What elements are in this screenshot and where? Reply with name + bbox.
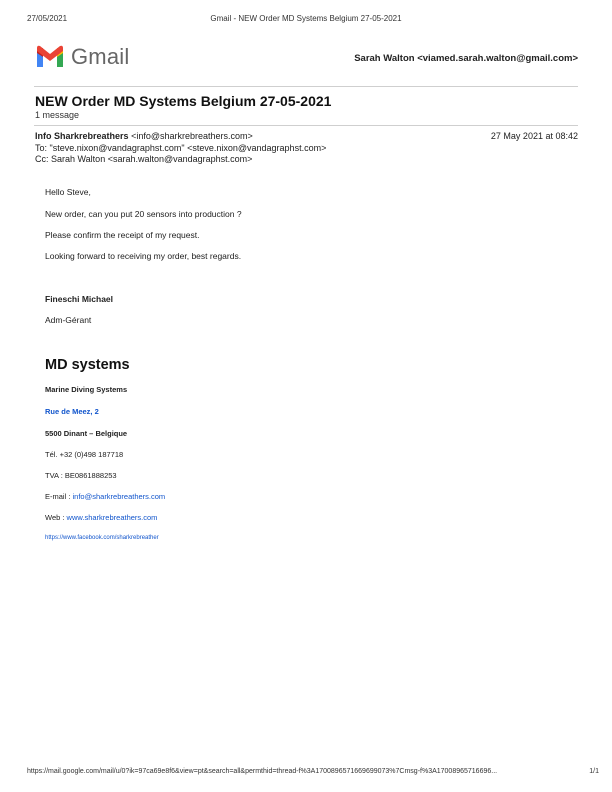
print-page-number: 1/1 [589, 768, 599, 775]
message-date: 27 May 2021 at 08:42 [490, 131, 578, 141]
signer-name: Fineschi Michael [45, 294, 114, 304]
address-street-link[interactable]: Rue de Meez, 2 [45, 407, 99, 416]
body-line-confirm: Please confirm the receipt of my request. [45, 230, 200, 240]
email-label: E-mail : [45, 492, 73, 501]
web-line [45, 513, 157, 522]
print-date: 27/05/2021 [27, 14, 68, 23]
email-line [45, 492, 165, 501]
header-divider [34, 86, 578, 87]
sender-name: Info Sharkrebreathers [35, 131, 129, 141]
signer-role: Adm-Gérant [45, 315, 92, 325]
company-subtitle: Marine Diving Systems [45, 385, 128, 394]
greeting: Hello Steve, [45, 187, 91, 197]
print-footer-url: https://mail.google.com/mail/u/0?ik=97ca69e8f6&view=pt&search=all&permthid=thread-f%3A1700896571669699073%7Cmsg-f%3A17008965716696... [27, 768, 498, 775]
gmail-logo-icon [35, 45, 65, 69]
cc-recipients: Cc: Sarah Walton <sarah.walton@vandagraphst.com> [35, 154, 253, 164]
account-identity: Sarah Walton <viamed.sarah.walton@gmail.com> [354, 53, 578, 64]
sender-email: <info@sharkrebreathers.com> [131, 131, 253, 141]
gmail-logo[interactable] [35, 44, 129, 70]
phone: Tél. +32 (0)498 187718 [45, 450, 124, 459]
sender-line [35, 131, 253, 141]
message-count: 1 message [35, 110, 80, 120]
web-link[interactable]: www.sharkrebreathers.com [66, 513, 158, 522]
body-line-order: New order, can you put 20 sensors into production ? [45, 209, 242, 219]
vat-number: TVA : BE0861888253 [45, 471, 117, 480]
thread-subject: NEW Order MD Systems Belgium 27-05-2021 [35, 93, 332, 109]
thread-divider [34, 125, 578, 126]
email-link[interactable]: info@sharkrebreathers.com [72, 492, 166, 501]
facebook-link[interactable]: https://www.facebook.com/sharkrebreather [45, 535, 159, 541]
body-line-regards: Looking forward to receiving my order, best regards. [45, 251, 242, 261]
address-city: 5500 Dinant – Belgique [45, 429, 128, 438]
print-title: Gmail - NEW Order MD Systems Belgium 27-05-2021 [210, 14, 402, 23]
to-recipients: To: "steve.nixon@vandagraphst.com" <steve.nixon@vandagraphst.com> [35, 143, 327, 153]
company-name: MD systems [45, 357, 130, 373]
web-label: Web : [45, 513, 67, 522]
gmail-logo-text: Gmail [71, 44, 130, 69]
